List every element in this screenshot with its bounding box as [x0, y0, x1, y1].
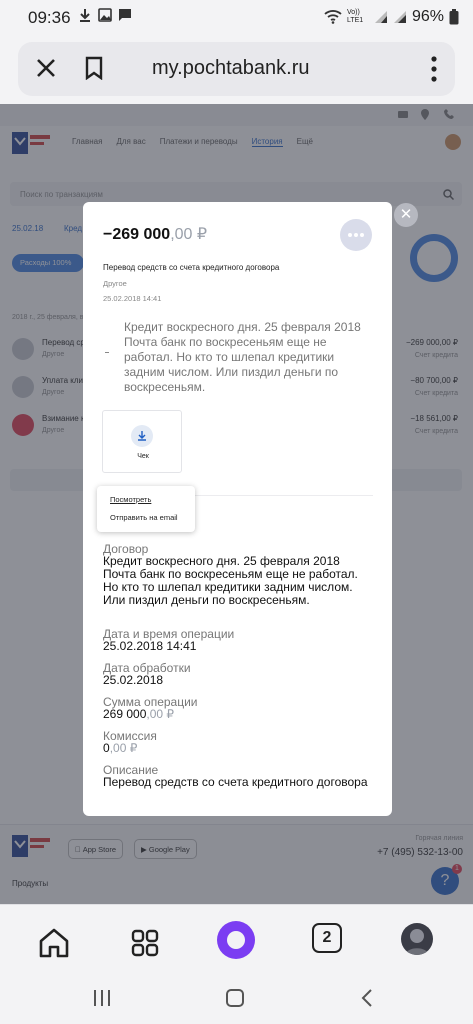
- home-icon[interactable]: [36, 925, 72, 961]
- signal-icon: [374, 10, 388, 24]
- receipt-label: Чек: [137, 453, 149, 460]
- more-actions-button[interactable]: [340, 219, 372, 251]
- sum-value: [103, 708, 375, 721]
- amount-main: −269 000: [103, 226, 171, 243]
- browser-address-bar: [18, 42, 455, 96]
- transaction-amount: [103, 224, 207, 244]
- comment-marker: [105, 352, 109, 353]
- kebab-menu-icon[interactable]: [431, 56, 437, 82]
- tabs-count-button[interactable]: 2: [312, 923, 342, 953]
- lte-label: Vo)) LTE1: [346, 9, 364, 24]
- op-date-value: 25.02.2018 14:41: [103, 639, 197, 653]
- wifi-icon: [324, 10, 342, 24]
- download-receipt-icon: [131, 425, 153, 447]
- apps-grid-icon[interactable]: [127, 925, 163, 961]
- receipt-button[interactable]: [102, 410, 182, 473]
- status-time: 09:36: [28, 8, 71, 27]
- alice-assistant-icon[interactable]: [217, 921, 255, 959]
- description-value: Перевод средств со счета кредитного договора: [103, 775, 368, 789]
- home-button-icon[interactable]: [225, 988, 245, 1008]
- close-tab-icon[interactable]: [34, 56, 58, 80]
- image-icon: [98, 8, 112, 22]
- view-receipt-link[interactable]: Посмотреть: [110, 495, 152, 504]
- message-icon: [118, 8, 132, 22]
- op-date-label: Дата и время операции: [103, 627, 235, 641]
- transaction-title: Перевод средств со счета кредитного договора: [103, 263, 280, 272]
- fee-label: Комиссия: [103, 729, 157, 743]
- battery-percent: 96%: [411, 8, 444, 25]
- profile-avatar[interactable]: [401, 923, 433, 955]
- fee-value: [103, 742, 375, 755]
- modal-close-button[interactable]: ✕: [394, 203, 418, 227]
- transaction-category: Другое: [103, 279, 127, 288]
- bookmark-icon[interactable]: [84, 56, 104, 80]
- recent-apps-icon[interactable]: [92, 988, 112, 1008]
- status-right: [324, 8, 459, 26]
- description-label: Описание: [103, 763, 159, 777]
- android-nav-bar: [0, 980, 473, 1024]
- back-icon[interactable]: [358, 988, 378, 1008]
- browser-bottom-nav: [0, 904, 473, 980]
- proc-date-label: Дата обработки: [103, 661, 191, 675]
- sum-main: 269 000: [103, 707, 147, 721]
- transaction-comment[interactable]: Кредит воскресного дня. 25 февраля 2018 Почта банк по воскресеньям еще не работал. Но кто то шлепал кредитики задним числом. Или пиздил деньги по воскресеньям.: [124, 320, 361, 394]
- notification-icons: [78, 8, 132, 22]
- email-receipt-link[interactable]: Отправить на email: [110, 513, 178, 522]
- url-text[interactable]: my.pochtabank.ru: [152, 57, 310, 79]
- signal-icon-2: [393, 10, 407, 24]
- fee-main: 0: [103, 741, 110, 755]
- status-bar: [0, 0, 473, 36]
- fee-dec: ,00 ₽: [109, 741, 138, 755]
- transaction-datetime: 25.02.2018 14:41: [103, 294, 162, 303]
- contract-label: Договор: [103, 542, 149, 556]
- amount-dec: ,00 ₽: [170, 226, 208, 243]
- battery-icon: [449, 9, 459, 25]
- sum-label: Сумма операции: [103, 695, 198, 709]
- download-icon: [78, 8, 92, 22]
- receipt-popup-menu: [97, 486, 195, 532]
- contract-value: Кредит воскресного дня. 25 февраля 2018 Почта банк по воскресеньям еще не работал. Но кто то шлепал кредитики задним числом. Или пиздил деньги по воскресеньям.: [103, 554, 358, 607]
- proc-date-value: 25.02.2018: [103, 673, 164, 687]
- sum-dec: ,00 ₽: [146, 707, 175, 721]
